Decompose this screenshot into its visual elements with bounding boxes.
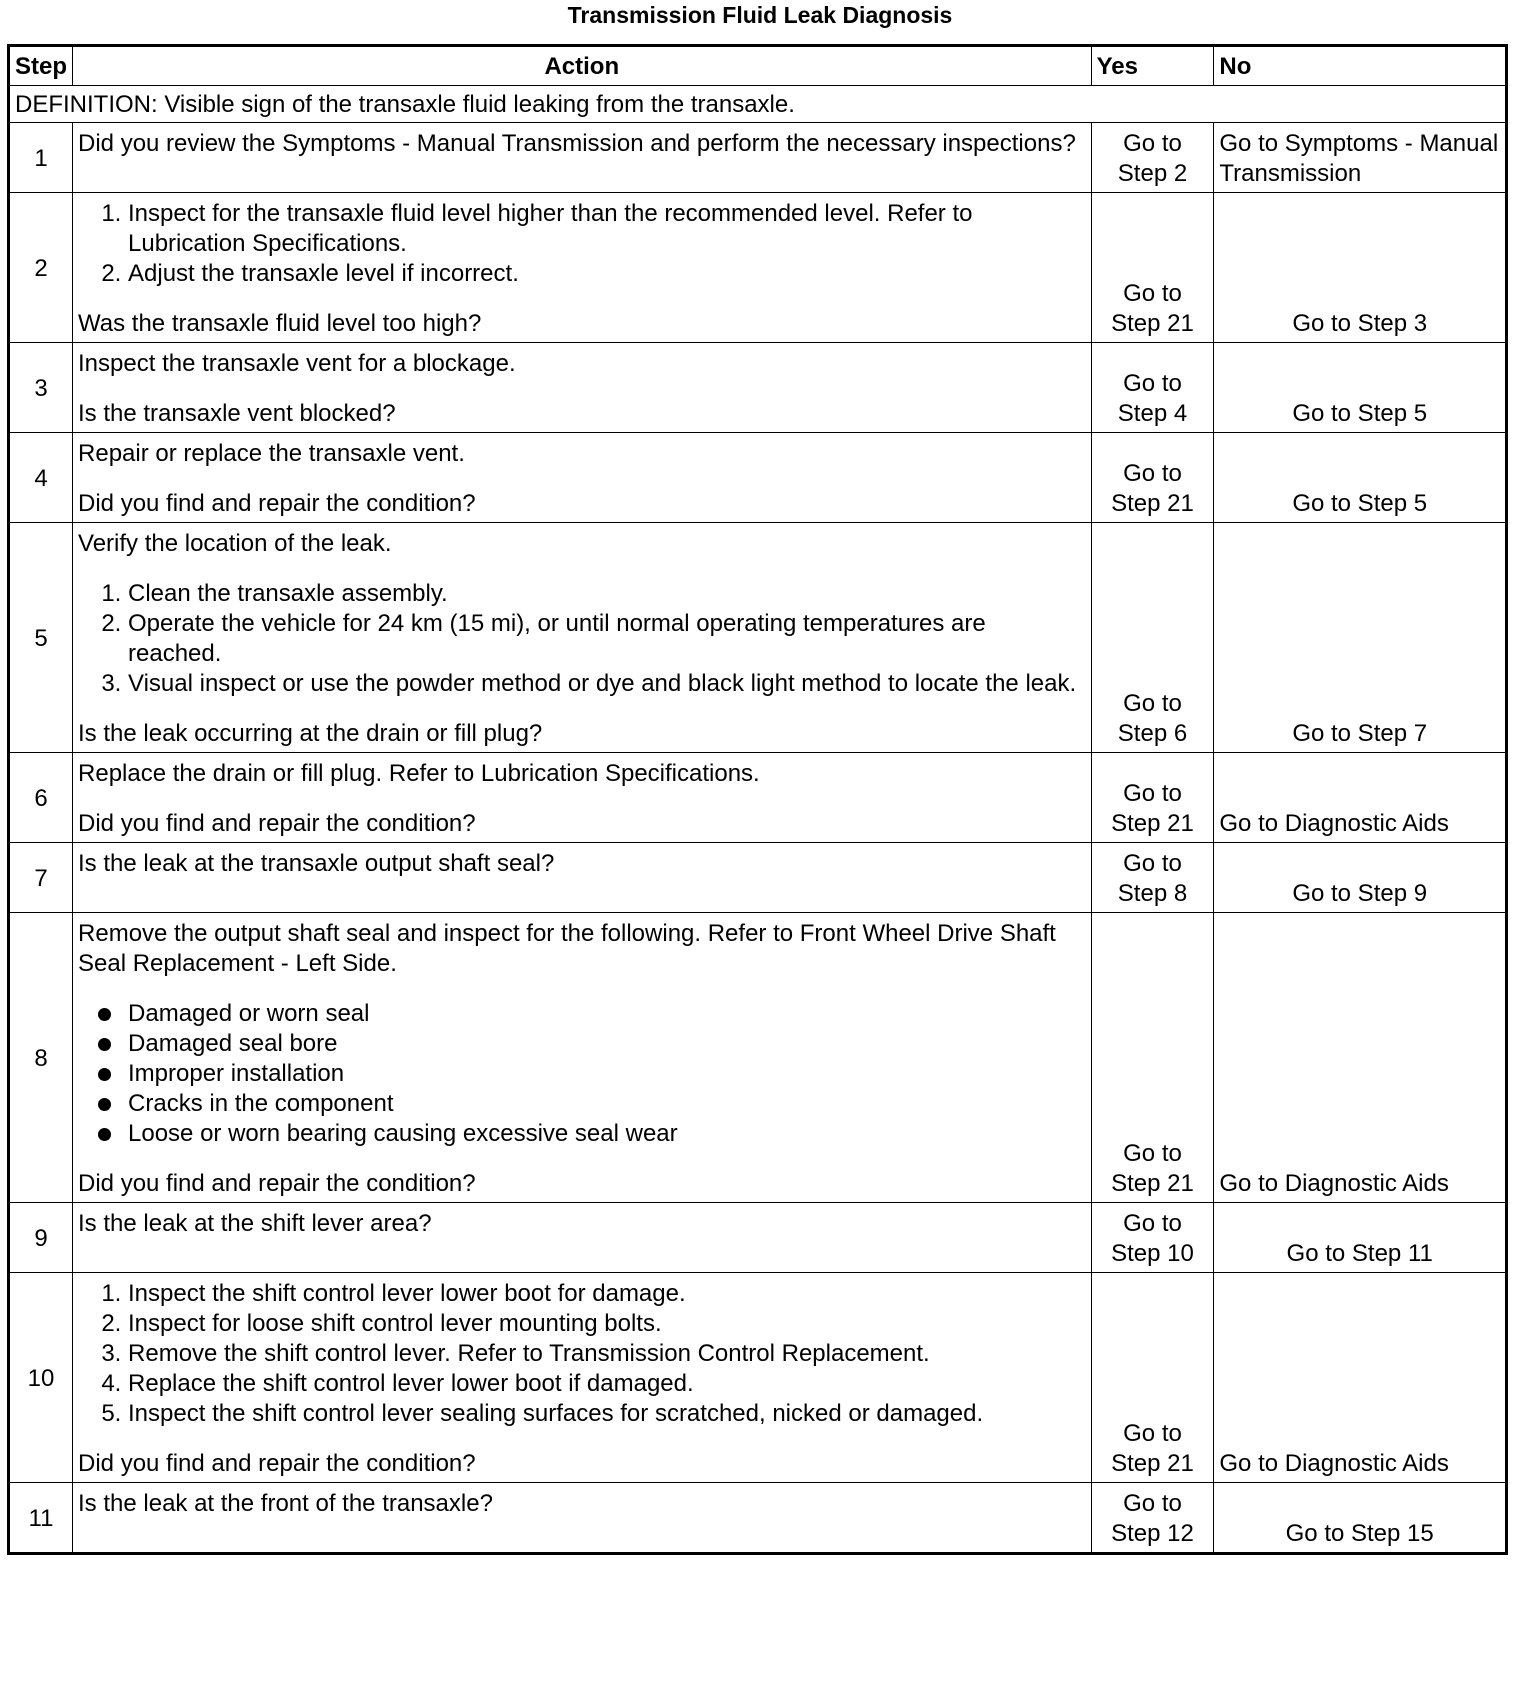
yes-action: Go to Step 10 (1091, 1203, 1214, 1273)
step-action (73, 1273, 1092, 1483)
step-instruction: Repair or replace the transaxle vent. (78, 440, 465, 467)
step-number: 4 (9, 433, 73, 523)
header-step: Step (9, 46, 73, 86)
yes-action: Go to Step 21 (1091, 193, 1214, 343)
no-action: Go to Step 7 (1214, 523, 1507, 753)
spacer (78, 289, 1086, 309)
step-row-11 (9, 1483, 1507, 1554)
step-number: 8 (9, 913, 73, 1203)
step-instruction: Is the leak at the transaxle output shaft seal? (78, 850, 555, 877)
header-no: No (1214, 46, 1507, 86)
list-item: Cracks in the component (128, 1089, 1086, 1119)
list-item: 3. Visual inspect or use the powder method or dye and black light method to locate the leak. (128, 669, 1086, 699)
no-action: Go to Step 5 (1214, 343, 1507, 433)
step-action (73, 343, 1092, 433)
no-action: Go to Diagnostic Aids (1214, 1273, 1507, 1483)
step-instruction: Inspect the transaxle vent for a blockage. (78, 350, 516, 377)
no-action: Go to Step 3 (1214, 193, 1507, 343)
no-action: Go to Step 9 (1214, 843, 1507, 913)
yes-action: Go to Step 2 (1091, 123, 1214, 193)
yes-action: Go to Step 21 (1091, 1273, 1214, 1483)
step-number: 6 (9, 753, 73, 843)
step-row-1 (9, 123, 1507, 193)
step-question: Was the transaxle fluid level too high? (78, 310, 482, 337)
step-action (73, 523, 1092, 753)
list-item: Improper installation (128, 1059, 1086, 1089)
numbered-list (78, 199, 1086, 289)
yes-action: Go to Step 8 (1091, 843, 1214, 913)
step-row-3 (9, 343, 1507, 433)
header-yes: Yes (1091, 46, 1214, 86)
list-item: Damaged or worn seal (128, 999, 1086, 1029)
step-number: 10 (9, 1273, 73, 1483)
step-row-2 (9, 193, 1507, 343)
spacer (78, 469, 1086, 489)
yes-action: Go to Step 4 (1091, 343, 1214, 433)
yes-action: Go to Step 21 (1091, 753, 1214, 843)
step-number: 5 (9, 523, 73, 753)
list-item: Loose or worn bearing causing excessive seal wear (128, 1119, 1086, 1149)
step-instruction: Did you review the Symptoms - Manual Transmission and perform the necessary inspections? (78, 130, 1076, 157)
yes-action: Go to Step 21 (1091, 913, 1214, 1203)
spacer (78, 379, 1086, 399)
numbered-list (78, 1279, 1086, 1429)
step-number: 3 (9, 343, 73, 433)
step-row-8 (9, 913, 1507, 1203)
step-action (73, 123, 1092, 193)
step-number: 1 (9, 123, 73, 193)
spacer (78, 699, 1086, 719)
spacer (78, 559, 1086, 579)
step-number: 11 (9, 1483, 73, 1554)
numbered-list (78, 579, 1086, 699)
definition-row (9, 86, 1507, 123)
step-row-10 (9, 1273, 1507, 1483)
step-question: Did you find and repair the condition? (78, 1450, 476, 1477)
step-row-6 (9, 753, 1507, 843)
list-item: 4. Replace the shift control lever lower boot if damaged. (128, 1369, 1086, 1399)
list-item: Damaged seal bore (128, 1029, 1086, 1059)
step-row-5 (9, 523, 1507, 753)
step-action (73, 1203, 1092, 1273)
step-question: Is the leak occurring at the drain or fill plug? (78, 720, 543, 747)
step-question: Did you find and repair the condition? (78, 1170, 476, 1197)
step-number: 9 (9, 1203, 73, 1273)
no-action: Go to Step 5 (1214, 433, 1507, 523)
step-instruction: Remove the output shaft seal and inspect for the following. Refer to Front Wheel Drive Shaft Seal Replacement - Left Side. (78, 920, 1056, 977)
step-action (73, 193, 1092, 343)
yes-action: Go to Step 12 (1091, 1483, 1214, 1554)
spacer (78, 1149, 1086, 1169)
step-instruction: Verify the location of the leak. (78, 530, 392, 557)
bullet-list (78, 999, 1086, 1149)
page-title: Transmission Fluid Leak Diagnosis (567, 2, 953, 28)
step-row-4 (9, 433, 1507, 523)
step-number: 2 (9, 193, 73, 343)
list-item: 2. Operate the vehicle for 24 km (15 mi), or until normal operating temperatures are reached. (128, 609, 1086, 669)
list-item: 1. Clean the transaxle assembly. (128, 579, 1086, 609)
definition-text: DEFINITION: Visible sign of the transaxle fluid leaking from the transaxle. (9, 86, 1507, 123)
step-instruction: Is the leak at the shift lever area? (78, 1210, 432, 1237)
step-question: Did you find and repair the condition? (78, 810, 476, 837)
step-instruction: Replace the drain or fill plug. Refer to Lubrication Specifications. (78, 760, 760, 787)
no-action: Go to Step 11 (1214, 1203, 1507, 1273)
list-item: 2. Inspect for loose shift control lever mounting bolts. (128, 1309, 1086, 1339)
step-question: Did you find and repair the condition? (78, 490, 476, 517)
no-action: Go to Symptoms - Manual Transmission (1214, 123, 1507, 193)
table-header-row (9, 46, 1507, 86)
no-action: Go to Diagnostic Aids (1214, 913, 1507, 1203)
spacer (78, 979, 1086, 999)
list-item: 3. Remove the shift control lever. Refer to Transmission Control Replacement. (128, 1339, 1086, 1369)
header-action: Action (73, 46, 1092, 86)
no-action: Go to Step 15 (1214, 1483, 1507, 1554)
yes-action: Go to Step 21 (1091, 433, 1214, 523)
yes-action: Go to Step 6 (1091, 523, 1214, 753)
step-question: Is the transaxle vent blocked? (78, 400, 396, 427)
step-instruction: Is the leak at the front of the transaxle? (78, 1490, 493, 1517)
list-item: 1. Inspect the shift control lever lower boot for damage. (128, 1279, 1086, 1309)
step-row-9 (9, 1203, 1507, 1273)
spacer (78, 1429, 1086, 1449)
step-action (73, 913, 1092, 1203)
step-row-7 (9, 843, 1507, 913)
step-action (73, 433, 1092, 523)
step-number: 7 (9, 843, 73, 913)
list-item: 1. Inspect for the transaxle fluid level higher than the recommended level. Refer to Lubrication Specifications. (128, 199, 1086, 259)
list-item: 5. Inspect the shift control lever sealing surfaces for scratched, nicked or damaged. (128, 1399, 1086, 1429)
spacer (78, 789, 1086, 809)
step-action (73, 843, 1092, 913)
list-item: 2. Adjust the transaxle level if incorrect. (128, 259, 1086, 289)
diagnosis-table (7, 44, 1508, 1555)
no-action: Go to Diagnostic Aids (1214, 753, 1507, 843)
step-action (73, 753, 1092, 843)
step-action (73, 1483, 1092, 1554)
